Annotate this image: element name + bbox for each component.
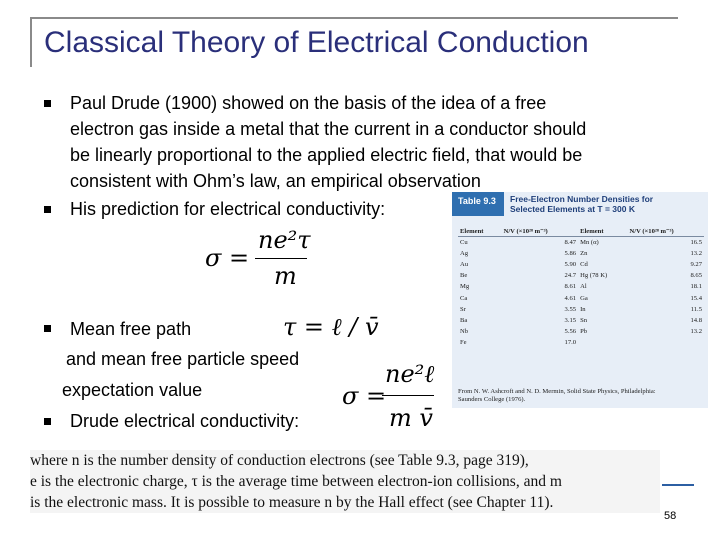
table-cell: Cd (580, 260, 588, 268)
table-cell: Mg (460, 283, 470, 291)
table-row (458, 259, 704, 270)
bullet-icon (44, 100, 51, 107)
table-cell: 15.4 (690, 294, 702, 302)
table-header: Element (458, 226, 502, 237)
table-cell: 8.61 (564, 283, 577, 291)
table-cell: Ga (580, 294, 588, 302)
table-source-line-2: Saunders College (1976). (458, 396, 526, 403)
table-cell: Pb (580, 328, 588, 336)
table-cell: 16.5 (690, 238, 702, 246)
formula-mean-free-path: τ = ℓ / v̄ (283, 313, 379, 341)
table-cell: 3.15 (564, 316, 577, 324)
table-cell: Nb (460, 328, 469, 336)
table-cell (578, 338, 627, 349)
table-cell: 8.47 (564, 238, 577, 246)
table-cell: 13.2 (690, 249, 702, 257)
table-header: N/V (×10²⁸ m⁻³) (502, 226, 579, 237)
expectation-line: expectation value (62, 380, 203, 400)
bullet-1-line-2: electron gas inside a metal that the current in a conductor should (70, 119, 587, 139)
table-cell: 3.55 (564, 305, 577, 313)
formula-sigma2-fraction-bar (382, 395, 434, 396)
table-cell: 11.5 (690, 305, 702, 313)
formula-sigma-fraction-bar (255, 258, 307, 259)
table-row (458, 315, 704, 326)
table-row (458, 237, 704, 249)
title-frame-left (30, 17, 32, 67)
slide-title: Classical Theory of Electrical Conduction (44, 26, 589, 59)
table-cell: Mn (α) (580, 238, 599, 246)
table-cell: Cu (460, 238, 468, 246)
table-cell: Al (580, 283, 587, 291)
table-row (458, 282, 704, 293)
table-cell: Fe (460, 339, 467, 347)
table-cell: Sn (580, 316, 588, 324)
table-cell: Ca (460, 294, 468, 302)
table-cell: 5.90 (564, 260, 577, 268)
table-cell: 13.2 (690, 328, 702, 336)
table-header: Element (578, 226, 627, 237)
table-cell: 24.7 (564, 272, 577, 280)
table-cell: Hg (78 K) (580, 272, 608, 280)
table-source (458, 388, 702, 404)
bullet-3-text: Mean free path (70, 319, 192, 339)
table-cell: Au (460, 260, 469, 268)
decorative-blue-line (662, 484, 694, 486)
bullet-1-line-3: be linearly proportional to the applied electric field, that would be (70, 145, 583, 165)
formula-sigma2-numerator: ne²ℓ (385, 360, 435, 388)
formula-sigma-numerator: ne²τ (258, 226, 311, 254)
table-cell: 18.1 (690, 283, 702, 291)
table-cell: 8.65 (690, 272, 702, 280)
table-cell: 5.56 (564, 328, 577, 336)
table-row (458, 327, 704, 338)
bullet-icon (44, 325, 51, 332)
table-cell: 9.27 (690, 260, 702, 268)
bullet-1-line-1: Paul Drude (1900) showed on the basis of the idea of a free (70, 93, 547, 113)
table-caption-line-2: Selected Elements at T = 300 K (510, 204, 635, 214)
formula-sigma2-lhs: σ = (342, 382, 387, 410)
mean-speed-line: and mean free particle speed (66, 349, 300, 369)
bullet-icon (44, 206, 51, 213)
formula-sigma-lhs: σ = (205, 244, 250, 272)
table-cell: 5.86 (564, 249, 577, 257)
table-header-row (458, 226, 704, 237)
table-cell: Ag (460, 249, 469, 257)
electron-density-table-image (452, 192, 708, 408)
bullet-2-text: His prediction for electrical conductivity: (70, 199, 386, 219)
table-row (458, 293, 704, 304)
textbook-line-1: where n is the number density of conduction electrons (see Table 9.3, page 319), (30, 452, 529, 469)
table-caption (510, 194, 653, 214)
table-cell: In (580, 305, 586, 313)
table-row (458, 248, 704, 259)
formula-sigma-denominator: m (274, 262, 297, 290)
table-cell: 17.0 (564, 339, 577, 347)
bullet-4-text: Drude electrical conductivity: (70, 411, 300, 431)
table-label: Table 9.3 (452, 192, 504, 216)
table-cell: 4.61 (564, 294, 577, 302)
table-caption-line-1: Free-Electron Number Densities for (510, 194, 654, 204)
table-row (458, 304, 704, 315)
table-cell: Zn (580, 249, 588, 257)
table-cell (627, 338, 704, 349)
bullet-1-line-4: consistent with Ohm’s law, an empirical observation (70, 171, 481, 191)
title-frame-top (30, 17, 678, 19)
textbook-excerpt (30, 450, 660, 513)
textbook-line-3: is the electronic mass. It is possible to measure n by the Hall effect (see Chapter 11). (30, 494, 554, 511)
table-cell: Sr (460, 305, 466, 313)
table-row (458, 271, 704, 282)
formula-sigma2-denominator: m v̄ (389, 404, 433, 432)
table-row (458, 338, 704, 349)
page-number: 58 (664, 510, 677, 522)
textbook-line-2: e is the electronic charge, τ is the average time between electron-ion collisions, and m (30, 473, 562, 490)
table-cell: 14.8 (690, 316, 702, 324)
table-cell: Ba (460, 316, 468, 324)
table-header: N/V (×10²⁸ m⁻³) (627, 226, 704, 237)
table-source-line-1: From N. W. Ashcroft and N. D. Mermin, Solid State Physics, Philadelphia: (458, 388, 656, 395)
bullet-icon (44, 418, 51, 425)
electron-density-table (458, 226, 704, 349)
table-cell: Be (460, 272, 468, 280)
